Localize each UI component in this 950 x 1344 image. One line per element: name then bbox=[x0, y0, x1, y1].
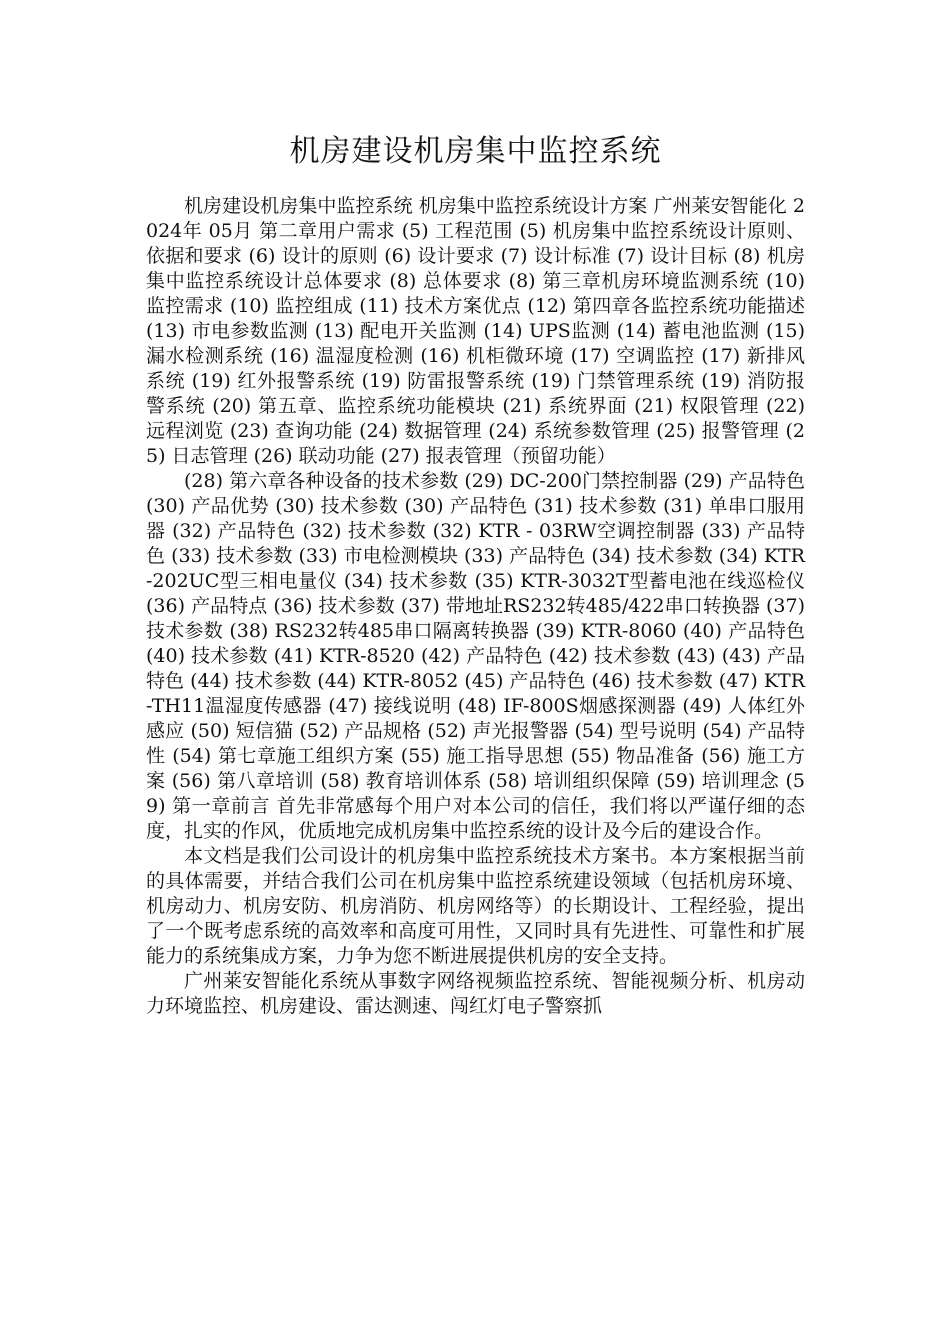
paragraph-toc: 机房建设机房集中监控系统 机房集中监控系统设计方案 广州莱安智能化 2024年 05月 第二章用户需求 (5) 工程范围 (5) 机房集中监控系统设计原则、依据和要求 (6) 设计的原则 (6) 设计要求 (7) 设计标准 (7) 设计目标 (8) 机房集中监控系统设计总体要求 (8) 总体要求 (8) 第三章机房环境监测系统 (10) 监控需求 (10) 监控组成 (11) 技术方案优点 (12) 第四章各监控系统功能描述 (13) 市电参数监测 (13) 配电开关监测 (14) UPS监测 (14) 蓄电池监测 (15) 漏水检测系统 (16) 温湿度检测 (16) 机柜微环境 (17) 空调监控 (17) 新排风系统 (19) 红外报警系统 (19) 防雷报警系统 (19) 门禁管理系统 (19) 消防报警系统 (20) 第五章、监控系统功能模块 (21) 系统界面 (21) 权限管理 (22) 远程浏览 (23) 查询功能 (24) 数据管理 (24) 系统参数管理 (25) 报警管理 (25) 日志管理 (26) 联动功能 (27) 报表管理（预留功能） bbox=[146, 195, 805, 467]
paragraph-company: 广州莱安智能化系统从事数字网络视频监控系统、智能视频分析、机房动力环境监控、机房建设、雷达测速、闯红灯电子警察抓 bbox=[146, 970, 805, 1017]
document-title: 机房建设机房集中监控系统 bbox=[289, 134, 662, 169]
paragraph-intro: 本文档是我们公司设计的机房集中监控系统技术方案书。本方案根据当前的具体需要，并结合我们公司在机房集中监控系统建设领域（包括机房环境、机房动力、机房安防、机房消防、机房网络等）的长期设计、工程经验，提出了一个既考虑系统的高效率和高度可用性，又同时具有先进性、可靠性和扩展能力的系统集成方案，力争为您不断进展提供机房的安全支持。 bbox=[146, 845, 805, 967]
paragraph-toc-continued: (28) 第六章各种设备的技术参数 (29) DC-200门禁控制器 (29) 产品特色 (30) 产品优势 (30) 技术参数 (30) 产品特色 (31) 技术参数 (31) 单串口服用器 (32) 产品特色 (32) 技术参数 (32) KTR - 03RW空调控制器 (33) 产品特色 (33) 技术参数 (33) 市电检测模块 (33) 产品特色 (34) 技术参数 (34) KTR-202UC型三相电量仪 (34) 技术参数 (35) KTR-3032T型蓄电池在线巡检仪 (36) 产品特点 (36) 技术参数 (37) 带地址RS232转485/422串口转换器 (37) 技术参数 (38) RS232转485串口隔离转换器 (39) KTR-8060 (40) 产品特色 (40) 技术参数 (41) KTR-8520 (42) 产品特色 (42) 技术参数 (43) (43) 产品特色 (44) 技术参数 (44) KTR-8052 (45) 产品特色 (46) 技术参数 (47) KTR-TH11温湿度传感器 (47) 接线说明 (48) IF-800S烟感探测器 (49) 人体红外感应 (50) 短信猫 (52) 产品规格 (52) 声光报警器 (54) 型号说明 (54) 产品特性 (54) 第七章施工组织方案 (55) 施工指导思想 (55) 物品准备 (56) 施工方案 (56) 第八章培训 (58) 教育培训体系 (58) 培训组织保障 (59) 培训理念 (59) 第一章前言 首先非常感每个用户对本公司的信任，我们将以严谨仔细的态度，扎实的作风，优质地完成机房集中监控系统的设计及今后的建设合作。 bbox=[146, 470, 805, 842]
document-body bbox=[146, 194, 805, 1019]
